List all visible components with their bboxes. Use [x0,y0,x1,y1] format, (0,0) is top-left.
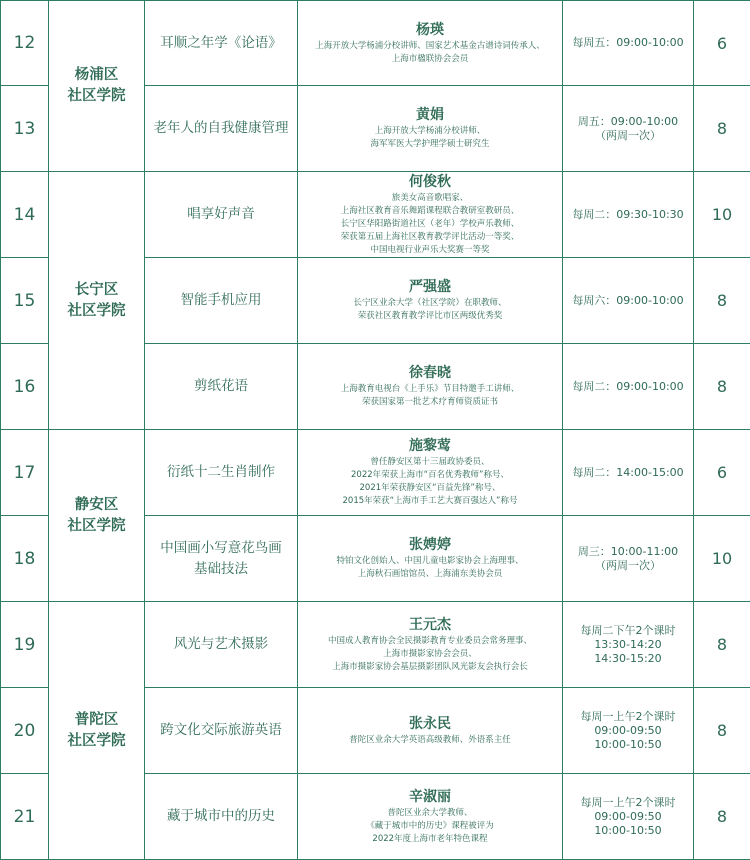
course-name: 智能手机应用 [181,292,262,308]
class-time-cell [563,1,694,86]
teacher-name: 张永民 [298,715,562,734]
teacher-intro: 普陀区业余大学英语高级教师、外语系主任 [298,734,562,747]
class-hours: 8 [694,688,750,774]
teacher-name: 徐春晓 [298,364,562,383]
row-number: 13 [1,86,49,172]
teacher-name: 杨瑛 [298,21,562,40]
teacher-cell [298,1,563,86]
class-time: 周五：09:00-10:00 （两周一次） [578,115,678,142]
course-name: 剪纸花语 [194,378,248,394]
teacher-name: 黄娟 [298,106,562,125]
teacher-intro: 中国成人教育协会全民摄影教育专业委员会常务理事、 上海市摄影家协会会员、 上海市摄影家协会基层摄影团队风光影友会执行会长 [298,635,562,674]
course-name-cell [145,172,298,258]
class-hours: 6 [694,1,750,86]
class-time: 每周二：09:30-10:30 [572,208,683,221]
teacher-intro: 曾任静安区第十三届政协委员、 2022年荣获上海市“百名优秀教师”称号、 2021年荣获静安区“百益先锋”称号、 2015年荣获“上海市手工艺大赛百强达人”称号 [298,456,562,508]
class-time: 周三：10:00-11:00 （两周一次） [578,545,678,572]
course-name-cell [145,430,298,516]
course-name: 耳顺之年学《论语》 [160,35,282,51]
table-row [1,430,750,516]
class-hours: 6 [694,430,750,516]
school-name: 静安区 社区学院 [68,497,126,534]
school-name-cell [49,430,145,602]
school-name: 长宁区 社区学院 [68,282,126,319]
teacher-name: 王元杰 [298,616,562,635]
class-time: 每周一上午2个课时 09:00-09:50 10:00-10:50 [581,796,676,837]
class-hours: 8 [694,258,750,344]
table-body [1,1,750,860]
class-hours: 8 [694,344,750,430]
class-time-cell [563,172,694,258]
course-name: 衍纸十二生肖制作 [167,464,275,480]
course-name-cell [145,344,298,430]
row-number: 21 [1,774,49,860]
teacher-cell [298,344,563,430]
teacher-cell [298,602,563,688]
row-number: 19 [1,602,49,688]
course-name-cell [145,86,298,172]
table-row [1,1,750,86]
class-time: 每周二下午2个课时 13:30-14:20 14:30-15:20 [581,624,676,665]
teacher-intro: 普陀区业余大学教师、 《藏于城市中的历史》课程被评为 2022年度上海市老年特色课程 [298,807,562,846]
teacher-cell [298,516,563,602]
class-time: 每周二：14:00-15:00 [572,466,683,479]
row-number: 12 [1,1,49,86]
table-row [1,172,750,258]
school-name: 普陀区 社区学院 [68,712,126,749]
teacher-cell [298,86,563,172]
teacher-cell [298,430,563,516]
teacher-cell [298,172,563,258]
row-number: 14 [1,172,49,258]
class-hours: 8 [694,602,750,688]
row-number: 15 [1,258,49,344]
class-time-cell [563,688,694,774]
teacher-cell [298,258,563,344]
row-number: 18 [1,516,49,602]
class-time-cell [563,430,694,516]
teacher-intro: 上海开放大学杨浦分校讲师、国家艺术基金古谱诗词传承人、 上海市楹联协会会员 [298,40,562,66]
course-name-cell [145,258,298,344]
teacher-cell [298,688,563,774]
class-time-cell [563,258,694,344]
class-time: 每周一上午2个课时 09:00-09:50 10:00-10:50 [581,710,676,751]
school-name-cell [49,602,145,860]
class-time: 每周五：09:00-10:00 [572,36,683,49]
teacher-cell [298,774,563,860]
course-name-cell [145,516,298,602]
class-time-cell [563,86,694,172]
teacher-name: 张娉婷 [298,536,562,555]
row-number: 16 [1,344,49,430]
row-number: 17 [1,430,49,516]
class-time-cell [563,774,694,860]
teacher-intro: 上海开放大学杨浦分校讲师、 海军军医大学护理学硕士研究生 [298,125,562,151]
table-row [1,602,750,688]
course-name-cell [145,688,298,774]
school-name-cell [49,1,145,172]
class-time-cell [563,516,694,602]
teacher-intro: 旅美女高音歌唱家、 上海社区教育音乐舞蹈课程联合教研室教研员、 长宁区华阳路街道社区（老年）学校声乐教师、 荣获第五届上海社区教育教学评比活动一等奖、 中国电视行业声乐大奖赛一等奖 [298,192,562,257]
course-name-cell [145,602,298,688]
teacher-intro: 上海教育电视台《上手乐》节目特邀手工讲师、 荣获国家第一批艺术疗育师资质证书 [298,383,562,409]
teacher-intro: 特铂文化创始人、中国儿童电影家协会上海理事、 上海秋石画馆馆员、上海浦东美协会员 [298,555,562,581]
teacher-intro: 长宁区业余大学（社区学院）在职教师、 荣获社区教育教学评比市区两级优秀奖 [298,297,562,323]
teacher-name: 辛淑丽 [298,788,562,807]
school-name: 杨浦区 社区学院 [68,67,126,104]
course-name: 中国画小写意花鸟画 基础技法 [160,540,282,577]
class-time-cell [563,344,694,430]
class-hours: 8 [694,86,750,172]
school-name-cell [49,172,145,430]
teacher-name: 何俊秋 [298,173,562,192]
course-name-cell [145,774,298,860]
class-time-cell [563,602,694,688]
class-time: 每周六：09:00-10:00 [572,294,683,307]
teacher-name: 严强盛 [298,278,562,297]
course-name: 风光与艺术摄影 [174,636,269,652]
row-number: 20 [1,688,49,774]
class-hours: 8 [694,774,750,860]
course-name: 藏于城市中的历史 [167,808,275,824]
teacher-name: 施黎莺 [298,437,562,456]
course-name: 跨文化交际旅游英语 [160,722,282,738]
class-hours: 10 [694,172,750,258]
course-name: 老年人的自我健康管理 [154,120,289,136]
course-name-cell [145,1,298,86]
course-name: 唱享好声音 [187,206,255,222]
class-hours: 10 [694,516,750,602]
class-time: 每周二：09:00-10:00 [572,380,683,393]
